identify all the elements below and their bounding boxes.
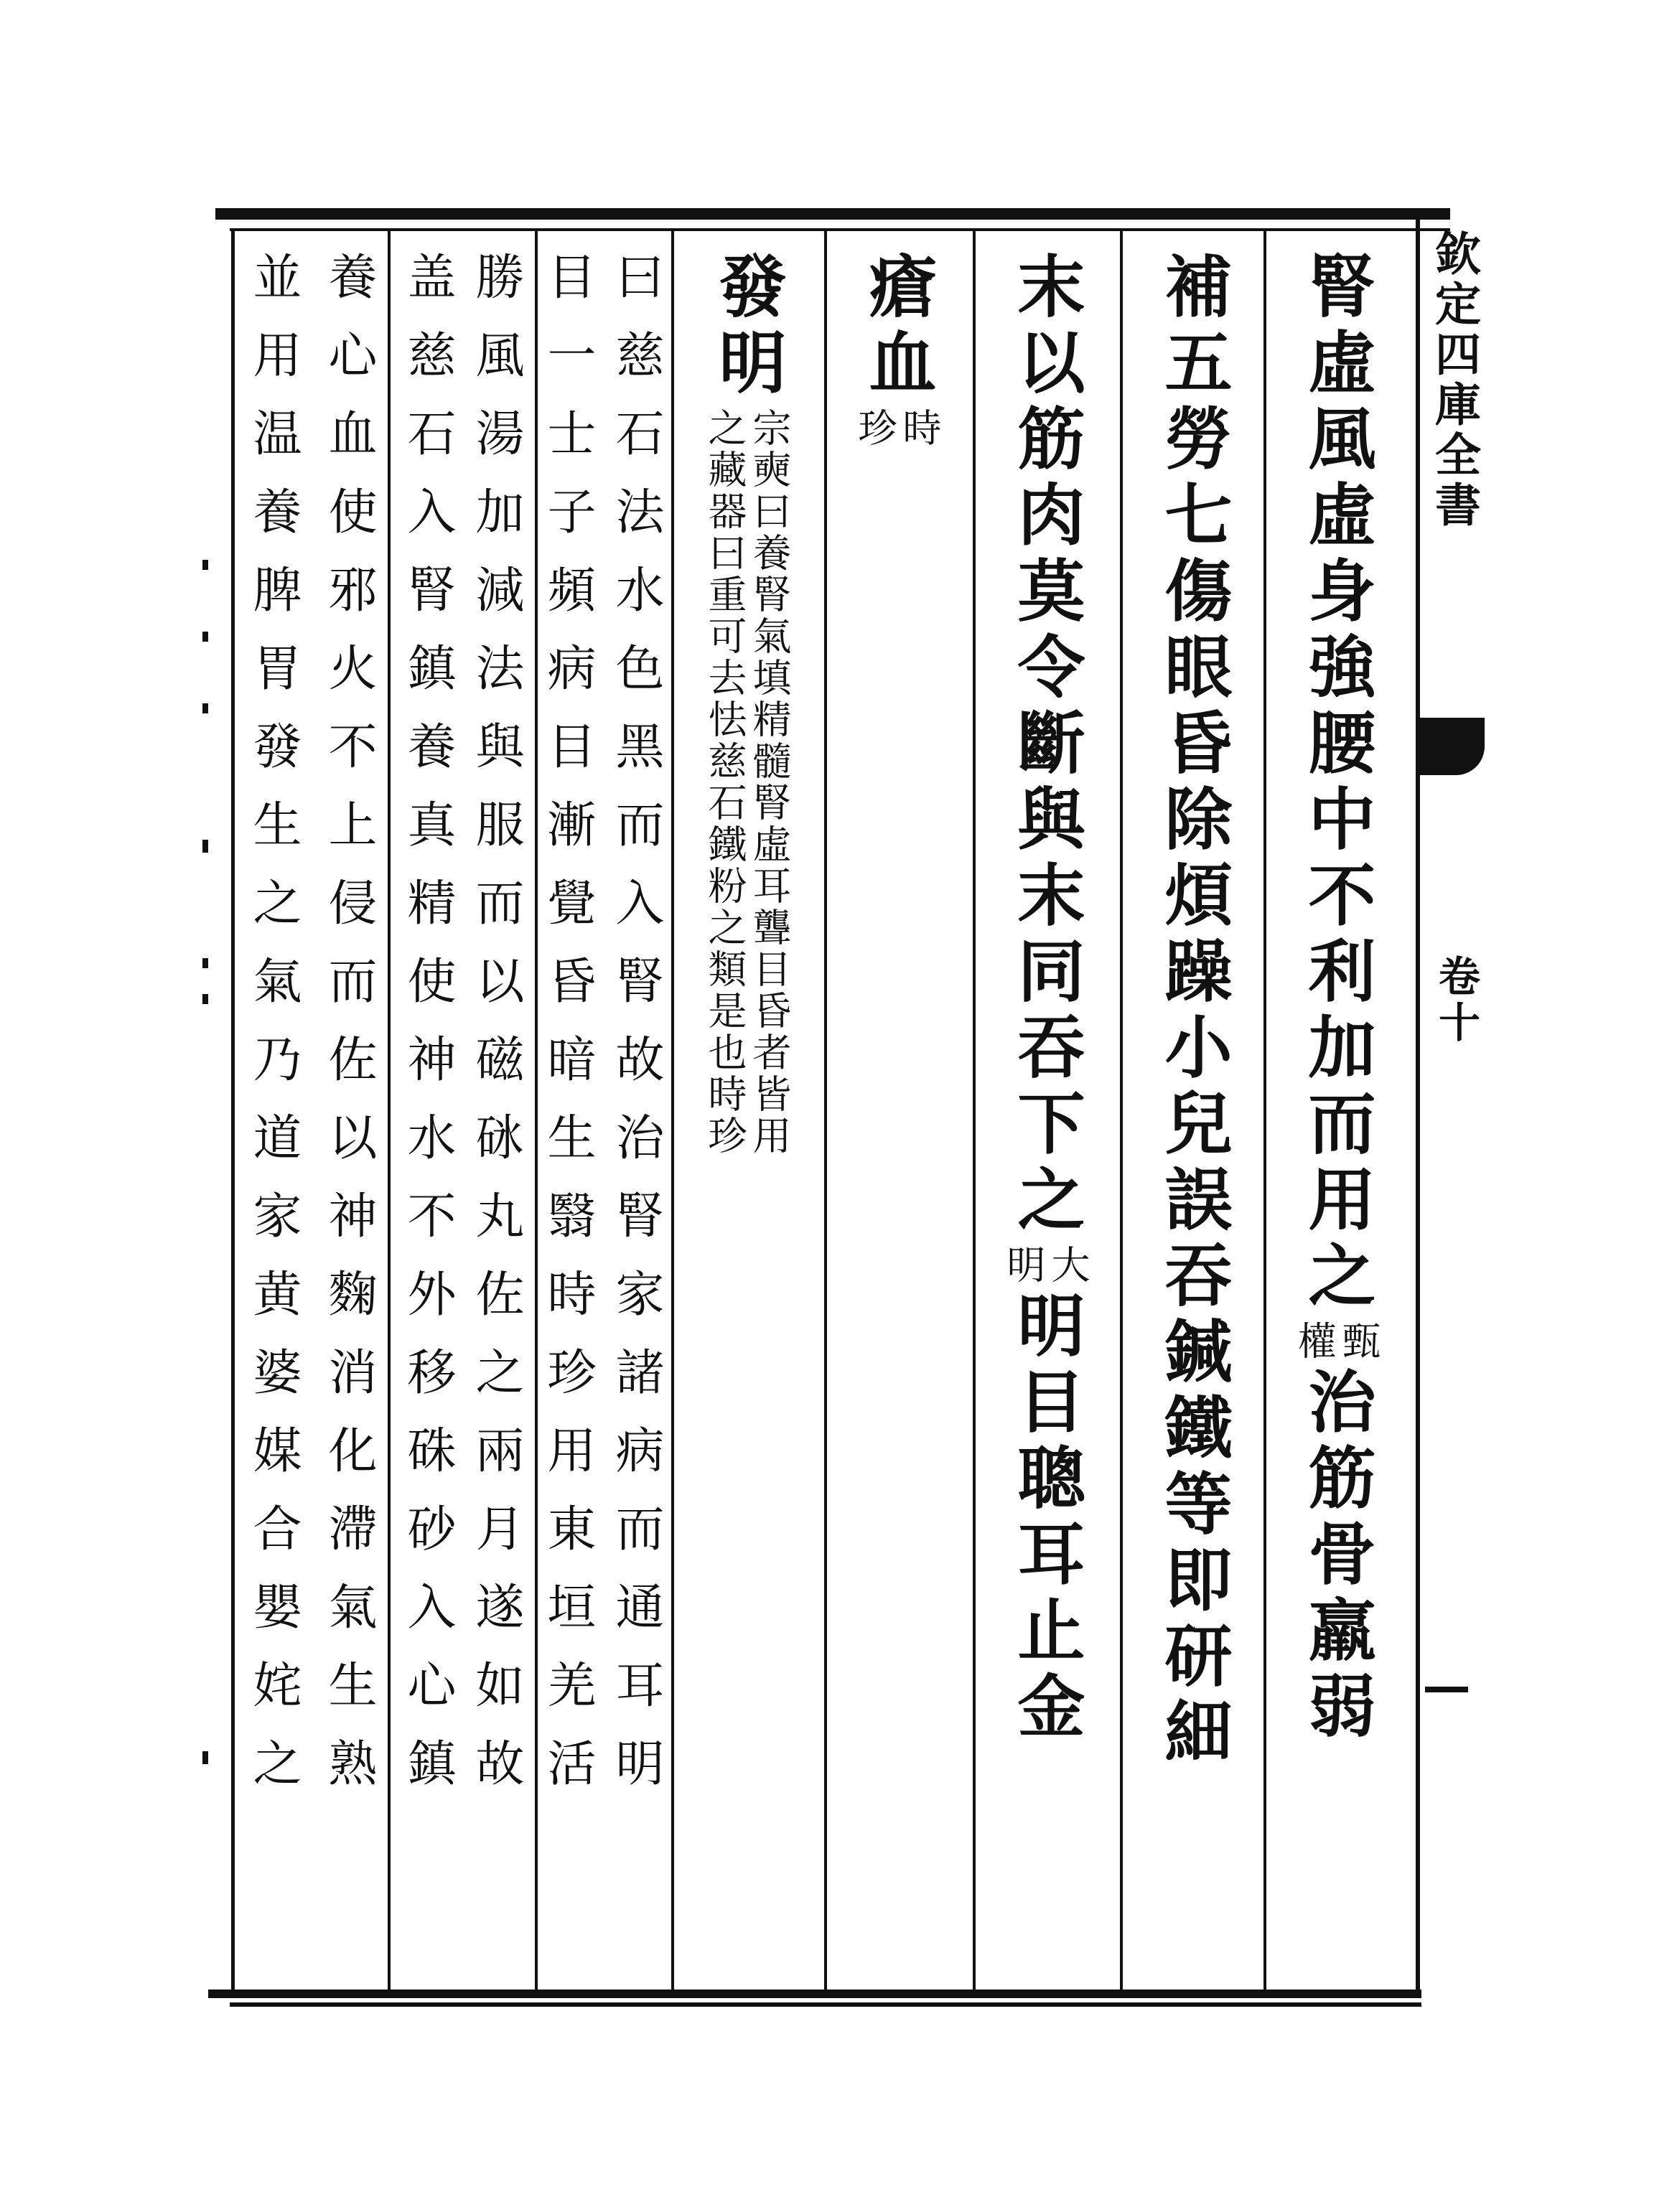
interlinear-note [854,408,940,449]
margin-mark [202,632,208,642]
bottom-border [208,1990,1421,1998]
text-column [981,251,1109,1747]
main-text: 補五勞七傷眼昏除煩躁小兒誤吞鍼鐵等即研細 [1153,251,1232,1773]
column-divider [1120,231,1123,1990]
commentary-text: 勝風湯加減法與服而以磁砯丸佐之兩月遂如故 [467,251,524,1816]
main-text: 瘡血 [857,251,936,403]
top-border [215,208,1450,220]
note-line: 宗奭曰養腎氣填精髓腎虛耳聾目昏者皆用 [747,408,792,1157]
text-column [535,251,599,1816]
column-divider [1263,231,1266,1990]
top-border-inner [230,228,1450,231]
column-divider [388,231,391,1990]
text-column [463,251,528,1816]
text-column [833,251,961,454]
margin-mark [202,560,208,570]
commentary-text: 目一士子頻病目漸覺昏暗生翳時珍用東垣羌活 [539,251,596,1816]
text-column [603,251,668,1816]
main-text: 發明 [707,251,786,403]
commentary-text: 盖慈石入腎鎮養真精使神水不外移硃砂入心鎮 [399,251,456,1816]
margin-mark [202,1751,208,1764]
fold-tick [1425,1687,1468,1692]
commentary-text: 曰慈石法水色黑而入腎故治腎家諸病而通耳明 [607,251,664,1816]
left-border [231,228,235,1994]
note-line: 之藏器曰重可去怯慈石鐵粉之類是也時珍 [702,408,747,1157]
main-text: 腎虛風虛身強腰中不利加而用之 [1297,251,1375,1316]
note-line: 權 [1291,1321,1337,1362]
text-column [395,251,459,1816]
commentary-text: 並用温養脾胃發生之氣乃道家黄婆媒合嬰姹之 [245,251,302,1816]
margin-mark [202,840,208,853]
column-divider [824,231,827,1990]
text-column [316,251,380,1816]
book-title: 欽定四庫全書 [1427,230,1481,531]
text-column [678,251,815,1161]
column-divider [973,231,976,1990]
note-line: 珍 [852,408,897,449]
margin-mark [202,958,208,968]
note-line: 甄 [1336,1321,1381,1362]
margin-mark [202,703,208,713]
margin-mark [202,994,208,1004]
main-text: 明目聰耳止金 [1006,1290,1085,1747]
commentary-text: 養心血使邪火不上侵而佐以神麴消化滯氣生熟 [320,251,377,1816]
volume-label: 卷十 [1431,955,1480,1046]
interlinear-note [1293,1321,1379,1362]
interlinear-note [704,408,790,1157]
main-text: 末以筋肉莫令斷與末同吞下之 [1006,251,1085,1240]
text-column [1272,251,1400,1747]
main-text: 治筋骨羸弱 [1297,1367,1375,1747]
column-divider [671,231,674,1990]
note-line: 時 [897,408,942,449]
note-line: 明 [1001,1245,1046,1286]
note-line: 大 [1045,1245,1090,1286]
bottom-border-inner [230,2002,1421,2007]
margin-column [1429,230,1479,1163]
text-column [1129,251,1256,1773]
right-border [1416,220,1420,1992]
text-column [240,251,305,1816]
interlinear-note [1002,1245,1088,1286]
